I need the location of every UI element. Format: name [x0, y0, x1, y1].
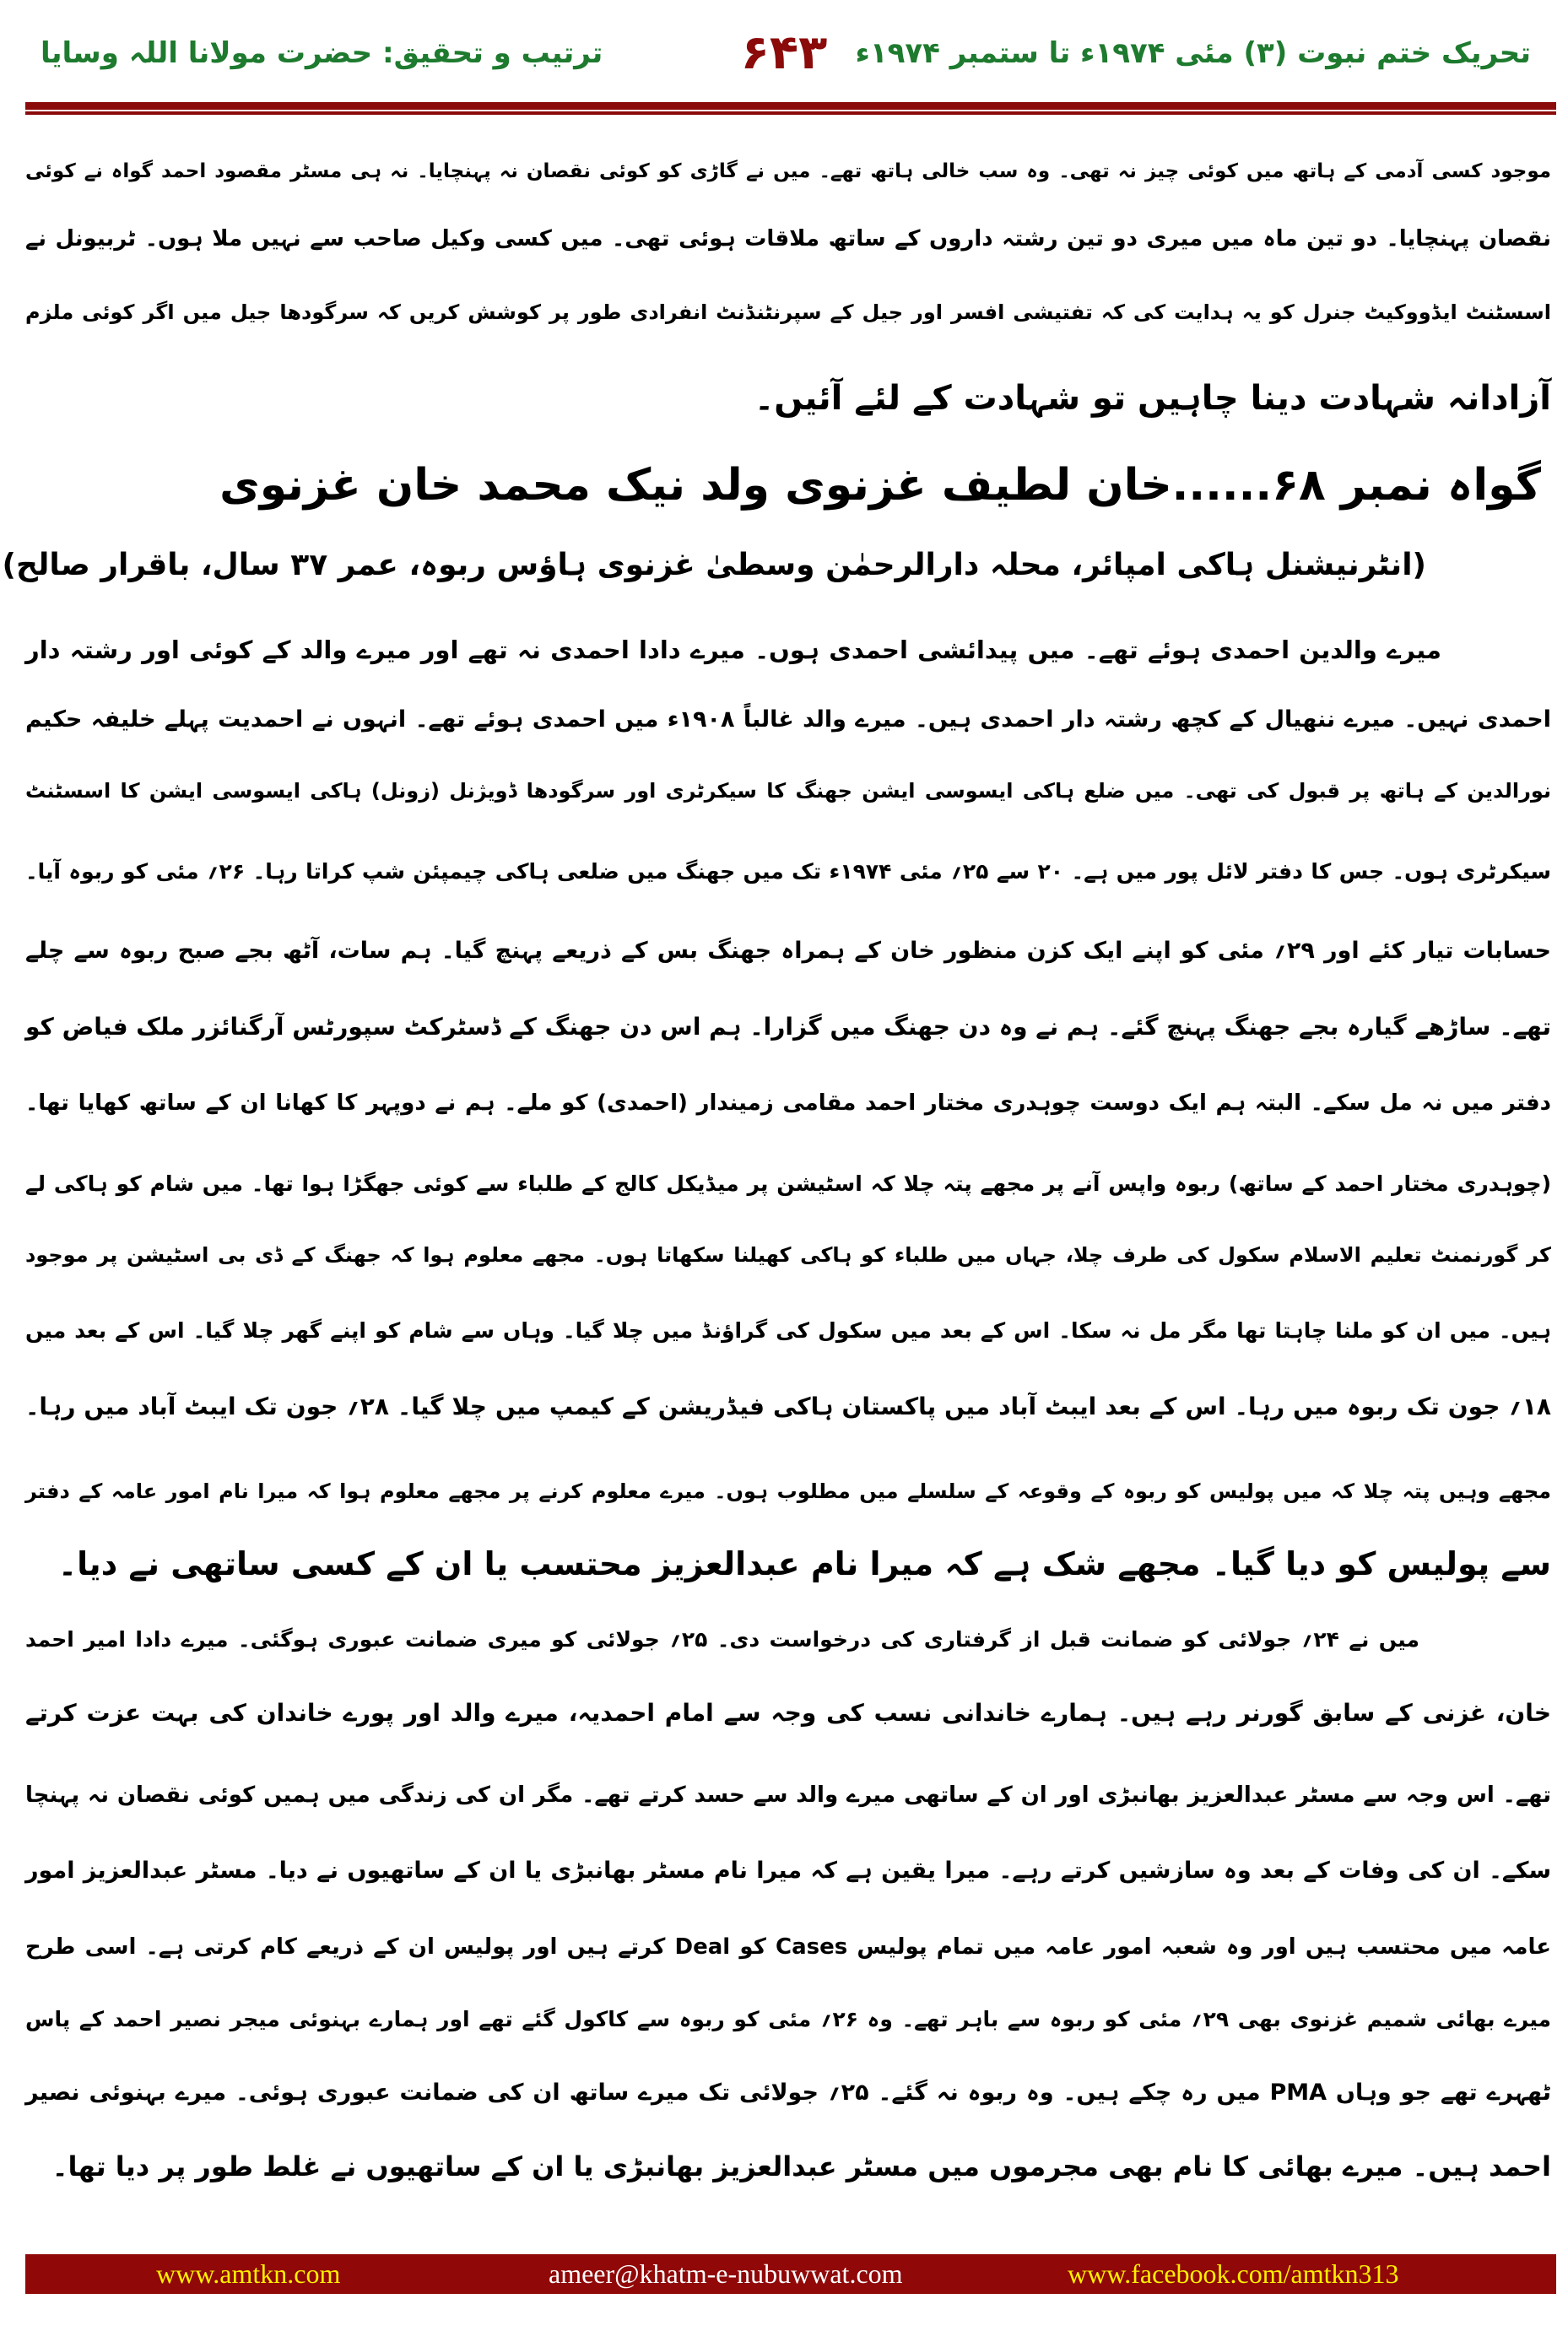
text-line: مجھے وہیں پتہ چلا کہ میں پولیس کو ربوہ کے وقوعہ کے سلسلے میں مطلوب ہوں۔ میرے معلوم کرنے پر مجھے معلوم ہوا کہ میرا نام امور عامہ کے دفتر [25, 1479, 1551, 1503]
text-line: خان، غزنی کے سابق گورنر رہے ہیں۔ ہمارے خاندانی نسب کی وجہ سے امام احمدیہ، میرے والد اور پورے خاندان کی بہت عزت کرتے [25, 1699, 1551, 1727]
text-line: آزادانہ شہادت دینا چاہیں تو شہادت کے لئے آئیں۔ [754, 379, 1551, 418]
text-line: کر گورنمنٹ تعلیم الاسلام سکول کی طرف چلا، جہاں میں طلباء کو ہاکی کھیلنا سکھاتا ہوں۔ مجھے معلوم ہوا کہ جھنگ کے ڈی بی اسٹیشن پر موجود [25, 1243, 1551, 1267]
text-line: میں نے ۲۴؍ جولائی کو ضمانت قبل از گرفتاری کی درخواست دی۔ ۲۵؍ جولائی کو میری ضمانت عبوری ہوگئی۔ میرے دادا امیر احمد [25, 1627, 1419, 1652]
page-number: ۶۴۳ [740, 25, 828, 80]
text-line: سیکرٹری ہوں۔ جس کا دفتر لائل پور میں ہے۔ ۲۰ سے ۲۵؍ مئی ۱۹۷۴ء تک میں جھنگ میں ضلعی ہاکی چیمپئن شپ کراتا رہا۔ ۲۶؍ مئی کو ربوہ آیا۔ [25, 859, 1551, 884]
book-title: تحریک ختم نبوت (۳) مئی ۱۹۷۴ء تا ستمبر ۱۹۷۴ء [855, 36, 1531, 70]
text-line: سے پولیس کو دیا گیا۔ مجھے شک ہے کہ میرا نام عبدالعزیز محتسب یا ان کے کسی ساتھی نے دیا۔ [57, 1545, 1551, 1582]
text-line: تھے۔ اس وجہ سے مسٹر عبدالعزیز بھانبڑی اور ان کے ساتھی میرے والد سے حسد کرتے تھے۔ مگر ان کی زندگی میں ہمیں کوئی نقصان نہ پہنچا [25, 1782, 1551, 1808]
email-link[interactable]: ameer@khatm-e-nubuwwat.com [549, 2258, 903, 2289]
page-footer [25, 2254, 1556, 2294]
text-line: اسسٹنٹ ایڈووکیٹ جنرل کو یہ ہدایت کی کہ تفتیشی افسر اور جیل کے سپرنٹنڈنٹ انفرادی طور پر کوشش کریں کہ سرگودھا جیل میں اگر کوئی ملزم [25, 300, 1551, 324]
compiler-credit: ترتیب و تحقیق: حضرت مولانا اللہ وسایا [41, 36, 603, 70]
text-line: دفتر میں نہ مل سکے۔ البتہ ہم ایک دوست چوہدری مختار احمد مقامی زمیندار (احمدی) کو ملے۔ ہم نے دوپہر کا کھانا ان کے ساتھ کھایا تھا۔ [25, 1090, 1551, 1116]
text-line: عامہ میں محتسب ہیں اور وہ شعبہ امور عامہ میں تمام پولیس Cases کو Deal کرتے ہیں اور پولیس ان کے ذریعے کام کرتی ہے۔ اسی طرح [25, 1934, 1551, 1960]
text-line: نقصان پہنچایا۔ دو تین ماہ میں میری دو تین رشتہ داروں کے ساتھ ملاقات ہوئی تھی۔ میں کسی وکیل صاحب سے نہیں ملا ہوں۔ ٹربیونل نے [25, 226, 1551, 252]
text-line: ہیں۔ میں ان کو ملنا چاہتا تھا مگر مل نہ سکا۔ اس کے بعد میں سکول کی گراؤنڈ میں چلا گیا۔ وہاں سے شام کو اپنے گھر چلا گیا۔ اس کے بعد میں [25, 1318, 1551, 1343]
website-link[interactable]: www.amtkn.com [156, 2258, 341, 2289]
text-line: ٹھہرے تھے جو وہاں PMA میں رہ چکے ہیں۔ وہ ربوہ نہ گئے۔ ۲۵؍ جولائی تک میرے ساتھ ان کی ضمانت عبوری ہوئی۔ میرے بہنوئی نصیر [25, 2080, 1551, 2106]
witness-details: (انٹرنیشنل ہاکی امپائر، محلہ دارالرحمٰن وسطیٰ غزنوی ہاؤس ربوہ، عمر ۳۷ سال، باقرار صالح) [2, 548, 1426, 582]
header-divider-thick [25, 102, 1556, 110]
text-line: ۱۸؍ جون تک ربوہ میں رہا۔ اس کے بعد ایبٹ آباد میں پاکستان ہاکی فیڈریشن کے کیمپ میں چلا گیا۔ ۲۸؍ جون تک ایبٹ آباد میں رہا۔ [25, 1393, 1551, 1420]
text-line: میرے بھائی شمیم غزنوی بھی ۲۹؍ مئی کو ربوہ سے باہر تھے۔ وہ ۲۶؍ مئی کو ربوہ سے کاکول گئے تھے اور ہمارے بہنوئی میجر نصیر احمد کے پاس [25, 2007, 1551, 2031]
text-line: احمدی نہیں۔ میرے ننھیال کے کچھ رشتہ دار احمدی ہیں۔ میرے والد غالباً ۱۹۰۸ء میں احمدی ہوئے تھے۔ انہوں نے احمدیت پہلے خلیفہ حکیم [25, 706, 1551, 733]
text-line: موجود کسی آدمی کے ہاتھ میں کوئی چیز نہ تھی۔ وہ سب خالی ہاتھ تھے۔ میں نے گاڑی کو کوئی نقصان نہ پہنچایا۔ نہ ہی مسٹر مقصود احمد گواہ نے کوئی [25, 160, 1551, 182]
header-divider-thin [25, 111, 1556, 115]
text-line: نورالدین کے ہاتھ پر قبول کی تھی۔ میں ضلع ہاکی ایسوسی ایشن جھنگ کا سیکرٹری اور سرگودھا ڈویژنل (زونل) ہاکی ایسوسی ایشن کا اسسٹنٹ [25, 779, 1551, 803]
text-line: (چوہدری مختار احمد کے ساتھ) ربوہ واپس آنے پر مجھے پتہ چلا کہ اسٹیشن پر میڈیکل کالج کے طلباء سے کوئی جھگڑا ہوا تھا۔ میں شام کو ہاکی لے [25, 1171, 1551, 1196]
witness-heading: گواہ نمبر ۶۸......خان لطیف غزنوی ولد نیک محمد خان غزنوی [219, 460, 1541, 511]
text-line: سکے۔ ان کی وفات کے بعد وہ سازشیں کرتے رہے۔ میرا یقین ہے کہ میرا نام مسٹر بھانبڑی یا ان کے ساتھیوں نے دیا۔ مسٹر عبدالعزیز امور [25, 1858, 1551, 1884]
text-line: تھے۔ ساڑھے گیارہ بجے جھنگ پہنچ گئے۔ ہم نے وہ دن جھنگ میں گزارا۔ ہم اس دن جھنگ کے ڈسٹرکٹ سپورٹس آرگنائزر ملک فیاض کو [25, 1013, 1552, 1041]
text-line: میرے والدین احمدی ہوئے تھے۔ میں پیدائشی احمدی ہوں۔ میرے دادا احمدی نہ تھے اور میرے والد کے کوئی اور رشتہ دار [25, 636, 1441, 664]
text-line: حسابات تیار کئے اور ۲۹؍ مئی کو اپنے ایک کزن منظور خان کے ہمراہ جھنگ بس کے ذریعے پہنچ گیا۔ ہم سات، آٹھ بجے صبح ربوہ سے چلے [25, 938, 1551, 964]
text-line: احمد ہیں۔ میرے بھائی کا نام بھی مجرموں میں مسٹر عبدالعزیز بھانبڑی یا ان کے ساتھیوں نے غلط طور پر دیا تھا۔ [51, 2150, 1551, 2182]
facebook-link[interactable]: www.facebook.com/amtkn313 [1068, 2258, 1399, 2289]
